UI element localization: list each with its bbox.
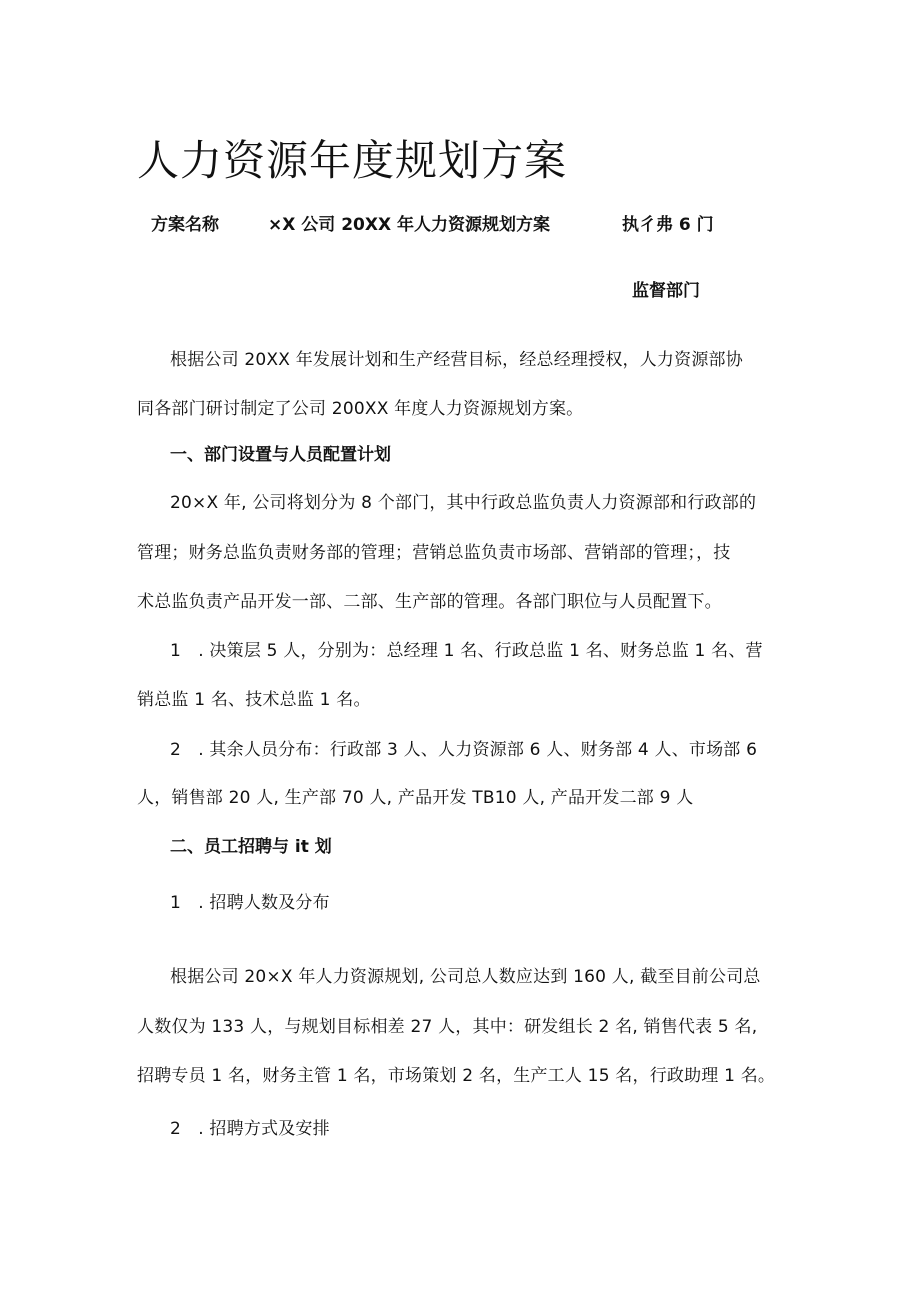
section1-para-line-3: 术总监负责产品开发一部、二部、生产部的管理。各部门职位与人员配置下。 <box>137 592 722 612</box>
section1-heading: 一、部门设置与人员配置计划 <box>170 445 391 465</box>
supervise-dept-label: 监督部门 <box>632 281 700 301</box>
section1-item2-line-2: 人，销售部 20 人, 生产部 70 人, 产品开发 TB10 人, 产品开发二部 9 人 <box>137 788 694 808</box>
document-title: 人力资源年度规划方案 <box>137 136 568 185</box>
section2-sub1: 1 . 招聘人数及分布 <box>170 893 330 913</box>
section2-para-line-1: 根据公司 20×X 年人力资源规划, 公司总人数应达到 160 人, 截至目前公司总 <box>170 967 761 987</box>
section2-para-line-2: 人数仅为 133 人，与规划目标相差 27 人，其中：研发组长 2 名, 销售代表 5 名, <box>137 1017 758 1037</box>
section1-item1-line-2: 销总监 1 名、技术总监 1 名。 <box>137 690 371 710</box>
section1-para-line-1: 20×X 年, 公司将划分为 8 个部门，其中行政总监负责人力资源部和行政部的 <box>170 493 757 513</box>
intro-line-2: 同各部门研讨制定了公司 200XX 年度人力资源规划方案。 <box>137 399 584 419</box>
plan-name-value: ×X 公司 20XX 年人力资源规划方案 <box>268 215 550 235</box>
plan-name-label: 方案名称 <box>151 215 219 235</box>
section1-item1-line-1: 1 . 决策层 5 人，分别为：总经理 1 名、行政总监 1 名、财务总监 1 名、营 <box>170 641 763 661</box>
section2-para-line-3: 招聘专员 1 名，财务主管 1 名，市场策划 2 名，生产工人 15 名，行政助理 1 名。 <box>137 1066 776 1086</box>
section1-para-line-2: 管理；财务总监负责财务部的管理；营销总监负责市场部、营销部的管理；，技 <box>137 543 731 563</box>
section1-item2-line-1: 2 . 其余人员分布：行政部 3 人、人力资源部 6 人、财务部 4 人、市场部 6 <box>170 740 758 760</box>
section2-heading: 二、员工招聘与 it 划 <box>170 837 332 857</box>
exec-dept-label: 执彳弗 6 门 <box>622 215 714 235</box>
intro-line-1: 根据公司 20XX 年发展计划和生产经营目标，经总经理授权，人力资源部协 <box>170 350 743 370</box>
section2-sub2: 2 . 招聘方式及安排 <box>170 1119 330 1139</box>
